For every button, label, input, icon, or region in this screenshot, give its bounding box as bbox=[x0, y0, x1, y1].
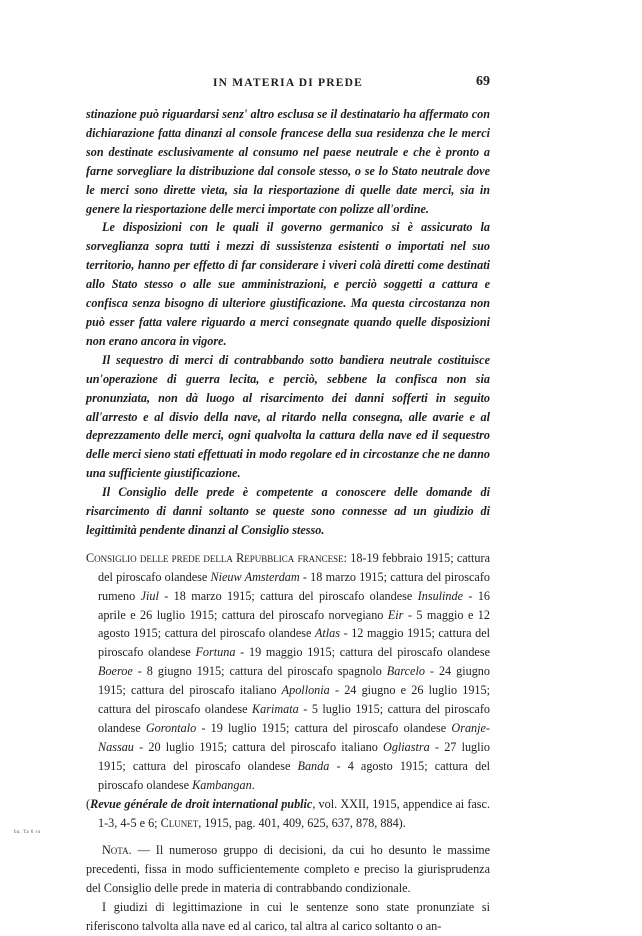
case-text: - 16 aprile e 26 luglio 1915; cattura del piroscafo norvegiano bbox=[98, 588, 491, 622]
case-text: - 19 maggio 1915; cattura del piroscafo olandese bbox=[235, 645, 490, 660]
case-text: - 24 giugno e 26 luglio 1915; cattura del piroscafo olandese bbox=[98, 683, 490, 717]
case-text: - 18 marzo 1915; cattura del piroscafo olandese bbox=[158, 588, 418, 603]
case-text: - 5 maggio e 12 agosto 1915; cattura del piroscafo olandese bbox=[98, 607, 490, 641]
court-name: Consiglio delle prede della Repubblica francese bbox=[86, 550, 344, 565]
court-dates: : 18-19 febbraio 1915; bbox=[343, 550, 454, 565]
ship-name: Oranje-Nassau bbox=[98, 721, 490, 754]
case-text: - 4 agosto 1915; cattura del piroscafo olandese bbox=[98, 758, 490, 792]
case-text: - 12 maggio 1915; cattura del piroscafo olandese bbox=[98, 626, 490, 660]
case-list bbox=[86, 549, 490, 795]
citation bbox=[86, 795, 490, 833]
page-body bbox=[86, 105, 490, 936]
ship-name: Insulinde bbox=[417, 588, 464, 603]
maxim-paragraph-4: Il Consiglio delle prede è competente a conoscere delle domande di risarcimento di danni soltanto se queste sono connesse ad un giudizio di legittimità pendente dinanzi al Consiglio stesso. bbox=[86, 485, 490, 537]
maxim-paragraph-3: Il sequestro di merci di contrabbando sotto bandiera neutrale costituisce un'operazione di guerra lecita, e perciò, sebbene la confisca non sia pronunziata, non dà luogo al risarcimento dei danni sofferti in seguito all'arresto e al disvio della nave, al ritardo nella consegna, alle avarie e al deprezzamento delle merci, ogni qualvolta la cattura della nave ed il sequestro delle merci sieno stati effettuati in modo regolare ed in circostanze che ne danno una sufficiente giustificazione. bbox=[86, 352, 490, 481]
case-text: - 18 marzo 1915; cattura del piroscafo rumeno bbox=[98, 569, 490, 603]
ship-name: Eir bbox=[387, 607, 404, 622]
citation-end: , 1915, pag. 401, 409, 625, 637, 878, 884). bbox=[198, 815, 406, 830]
note-label: Nota. bbox=[102, 843, 132, 858]
ship-name: Boeroe bbox=[98, 664, 133, 679]
case-text: . bbox=[251, 777, 255, 792]
citation-author: Clunet bbox=[160, 815, 199, 830]
ship-name: Barcelo bbox=[386, 664, 425, 679]
maxim-paragraph-2: Le disposizioni con le quali il governo germanico si è assicurato la sorveglianza sopra tutti i mezzi di sussistenza esistenti o importati nel suo territorio, hanno per effetto di far considerare i viveri colà diretti come destinati allo Stato stesso o alle sue amministrazioni, e perciò soggetti a cattura e confisca senza bisogno di ulteriore giustificazione. Ma questa circostanza non può esser fatta valere riguardo a merci consegnate quando quelle disposizioni non erano ancora in vigore. bbox=[86, 220, 490, 348]
maxim-paragraph-1: stinazione può riguardarsi senz' altro esclusa se il destinatario ha affermato con dichiarazione fatta dinanzi al console francese della sua residenza che le merci son destinate esclusivamente al consumo nel paese neutrale e che è pronto a farne sorvegliare la distribuzione dal console stesso, o se lo Stato neutrale dove le merci sono dirette vieta, sia la riesportazione di quelle date merci, sia in genere la riesportazione delle merci importate con polizze all'ordine. bbox=[86, 107, 490, 216]
running-title: IN MATERIA DI PREDE bbox=[212, 77, 364, 89]
ship-name: Gorontalo bbox=[145, 721, 197, 735]
citation-journal: Revue générale de droit international public bbox=[90, 796, 313, 811]
ship-name: Jiul bbox=[140, 588, 159, 603]
ship-name: Atlas bbox=[314, 626, 341, 641]
case-text: - 5 luglio 1915; cattura del piroscafo olandese bbox=[98, 702, 490, 735]
case-text: - 8 giugno 1915; cattura del piroscafo spagnolo bbox=[132, 664, 387, 679]
ship-name: Karimata bbox=[252, 702, 299, 717]
ship-name: Kambangan bbox=[192, 777, 252, 792]
ship-name: Nieuw Amsterdam bbox=[210, 569, 300, 584]
ship-name: Fortuna bbox=[195, 645, 236, 660]
case-text: - 27 luglio 1915; cattura del piroscafo olandese bbox=[98, 739, 491, 773]
case-segments bbox=[98, 551, 490, 792]
case-text: cattura del piroscafo olandese bbox=[98, 550, 490, 584]
citation-mid: , vol. XXII, 1915, appendice ai fasc. 1-3, 4-5 e 6; bbox=[98, 796, 491, 830]
page-number: 69 bbox=[476, 74, 490, 89]
note-text: — Il numeroso gruppo di decisioni, da cui ho desunto le massime precedenti, fissa in modo sufficientemente completo e preciso la giurisprudenza del Consiglio delle prede in materia di contrabbando condizionale. bbox=[86, 843, 490, 896]
case-text: - 19 luglio 1915; cattura del piroscafo olandese bbox=[196, 721, 452, 735]
ship-name: Ogliastra bbox=[383, 739, 430, 754]
case-text: - 20 luglio 1915; cattura del piroscafo italiano bbox=[133, 739, 384, 754]
case-text: - 24 giugno 1915; cattura del piroscafo italiano bbox=[98, 664, 490, 698]
ship-name: Apollonia bbox=[281, 683, 330, 698]
margin-mark: ba. Ta 6 ro bbox=[14, 830, 41, 835]
citation-open: ( bbox=[86, 796, 91, 811]
ship-name: Banda bbox=[297, 758, 330, 773]
note-continuation: I giudizi di legittimazione in cui le sentenze sono state pronunziate si riferiscono talvolta alla nave ed al carico, tal altra al carico soltanto o an- bbox=[86, 900, 490, 934]
note-paragraph bbox=[86, 841, 490, 898]
